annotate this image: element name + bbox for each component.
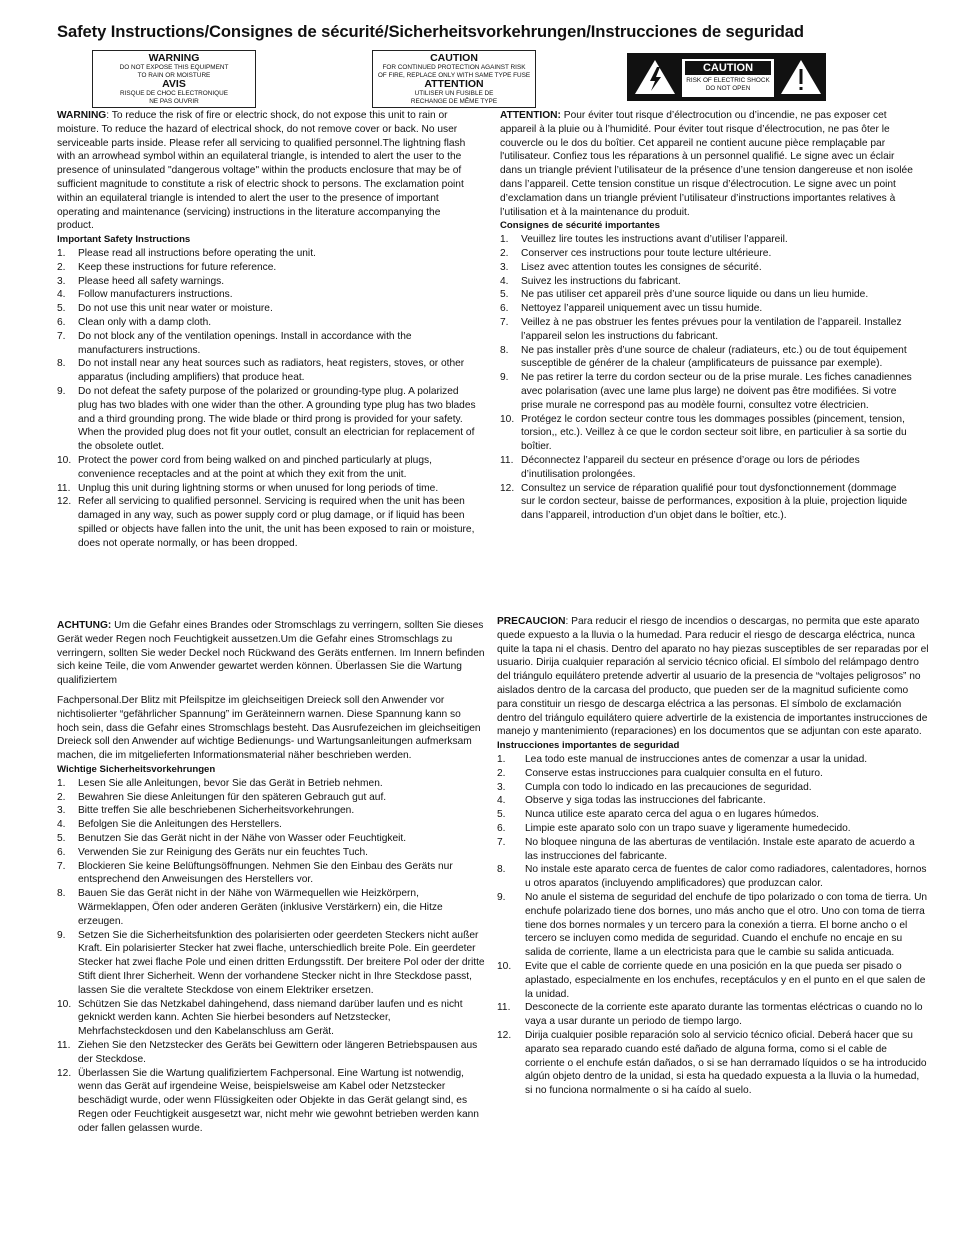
caution-label-line: FOR CONTINUED PROTECTION AGAINST RISK: [382, 64, 526, 71]
list-item-text: Verwenden Sie zur Reinigung des Geräts nur ein feuchtes Tuch.: [78, 846, 368, 858]
list-item: [57, 818, 485, 832]
spanish-heading: Instrucciones importantes de seguridad: [497, 740, 680, 752]
list-item: [500, 302, 913, 316]
list-item-text: Do not use this unit near water or moisture.: [78, 303, 273, 315]
list-item-number: 7.: [497, 836, 506, 848]
list-item-number: 7.: [500, 316, 509, 328]
list-item: [57, 495, 479, 550]
list-item-number: 2.: [57, 261, 66, 273]
german-intro-2: Fachpersonal.Der Blitz mit Pfeilspitze im gleichseitigen Dreieck soll den Anwender vor nichtisolierter “gefährlicher Spannung” im Geräteinnern warnen. Diese Spannung kann so hoch sein, dass die Gefahr eines Stromschlags besteht. Das Ausrufezeichen im gleichseitigen Dreieck soll den Anwender auf wichtige Bedienungs- und Wartungsanleitungen aufmerksam machen, die im mitgelieferten Informationsmaterial näher beschrieben werden.: [57, 694, 481, 762]
list-item: [57, 998, 485, 1039]
caution-label-head: CAUTION: [430, 52, 478, 64]
shock-caution-text: [682, 59, 774, 97]
list-item: [57, 385, 479, 454]
shock-caution-head: CAUTION: [685, 61, 771, 75]
list-item-number: 12.: [57, 1067, 72, 1079]
list-item: [497, 891, 929, 960]
list-item-number: 7.: [57, 330, 66, 342]
list-item-text: Limpie este aparato solo con un trapo suave y ligeramente humedecido.: [525, 822, 851, 834]
list-item-number: 2.: [500, 247, 509, 259]
list-item: [497, 1029, 929, 1098]
list-item: [497, 836, 929, 864]
list-item-number: 4.: [497, 795, 506, 807]
list-item: [57, 316, 479, 330]
list-item: [497, 808, 929, 822]
list-item-number: 10.: [500, 413, 515, 425]
list-item: [57, 302, 479, 316]
list-item: [57, 247, 479, 261]
caution-label-line: OF FIRE, REPLACE ONLY WITH SAME TYPE FUSE: [377, 71, 531, 79]
list-item-text: Do not install near any heat sources such as radiators, heat registers, stoves, or other apparatus (including amplifiers) that produce heat.: [78, 358, 465, 384]
list-item-text: Protégez le cordon secteur contre tous les dommages possibles (pincement, tension, torsion,, etc.). Veillez à ce que le cordon secteur soit libre, en particulier à sa sortie du boîtier.: [521, 413, 907, 453]
list-item-number: 9.: [57, 929, 66, 941]
list-item: [497, 1001, 929, 1029]
list-item: [57, 929, 485, 998]
list-item-number: 8.: [500, 344, 509, 356]
english-list: [57, 247, 479, 551]
french-intro: [500, 109, 913, 219]
list-item-text: Unplug this unit during lightning storms or when unused for long periods of time.: [78, 482, 439, 494]
list-item-number: 9.: [497, 891, 506, 903]
list-item: [500, 344, 913, 372]
list-item-text: Benutzen Sie das Gerät nicht in der Nähe von Wasser oder Feuchtigkeit.: [78, 832, 407, 844]
list-item-number: 2.: [57, 791, 66, 803]
english-intro: [57, 109, 479, 233]
list-item-text: Bauen Sie das Gerät nicht in der Nähe von Wärmequellen wie Heizkörpern, Wärmeklappen, Öfen oder anderen Geräten (inklusive Verstärkern) ein, die Hitze erzeugen.: [78, 888, 443, 927]
list-item-number: 1.: [57, 247, 66, 259]
list-item: [500, 413, 913, 454]
avis-label-line: RISQUE DE CHOC ELECTRONIQUE: [120, 90, 228, 97]
list-item-text: Conserver ces instructions pour toute lecture ultérieure.: [521, 247, 772, 259]
list-item-text: Cumpla con todo lo indicado en las precauciones de seguridad.: [525, 781, 812, 793]
list-item-number: 5.: [57, 832, 66, 844]
list-item-text: Evite que el cable de corriente quede en una posición en la que pueda ser pisado o aplastado, especialmente en los enchufes, receptáculos y en el punto en el que salen de la unidad.: [525, 960, 926, 1000]
list-item-text: Setzen Sie die Sicherheitsfunktion des polarisierten oder geerdeten Steckers nicht außer Kraft. Ein polarisierter Stecker hat zwei flache, unterschiedlich breite Pole. Ein geerdeter Stecker hat zwei flache Pole und einen dritten Erdungsstift. Der breitere Pol oder der dritte Stift dient Ihrer Sicherheit. Wenn der vorhandene Stecker nicht in Ihre Steckdose passt, lassen Sie die veraltete Steckdose von einem Elektriker ersetzen.: [78, 929, 485, 996]
list-item: [57, 832, 485, 846]
list-item: [57, 860, 485, 888]
avis-label-line: NE PAS OUVRIR: [149, 97, 199, 105]
list-item-text: Keep these instructions for future reference.: [78, 261, 277, 273]
list-item-number: 3.: [500, 261, 509, 273]
spanish-intro-text: : Para reducir el riesgo de incendios o descargas, no permita que este aparato quede expuesto a la lluvia o la humedad. Para reducir el riesgo de descarga eléctrica, nunca quite la tapa ni el chasis. Dentro del aparato no hay piezas susceptibles de ser reparadas por el usuario. Dirija cualquier reparación al servicio técnico oficial. El símbolo del relámpago dentro del triángulo equilátero pretende advertir al usuario de la presencia de “voltajes peligrosos” no aislados dentro de la carcasa del producto, que pueden ser de la magnitud suficiente como para constituir un riesgo de descarga eléctrica a las personas. El símbolo de exclamación dentro del triángulo equilátero quiere advertirle de la existencia de importantes instrucciones de manejo y mantenimiento (reparaciones) en los documentos que se adjuntan con este aparato.: [497, 616, 929, 738]
list-item-number: 4.: [57, 819, 66, 831]
shock-caution-line: DO NOT OPEN: [705, 85, 751, 92]
french-lead: ATTENTION:: [500, 110, 561, 121]
list-item-text: Ne pas utiliser cet appareil près d’une source liquide ou dans un lieu humide.: [521, 289, 869, 301]
list-item-text: Befolgen Sie die Anleitungen des Herstellers.: [78, 819, 282, 831]
warning-label-head: WARNING: [148, 52, 200, 64]
list-item-number: 4.: [57, 289, 66, 301]
list-item-text: Ne pas retirer la terre du cordon secteur ou de la prise murale. Les fiches canadiennes avec polarisation (avec une lame plus large) ne doivent pas être modifiées. Si votre prise murale ne correspond pas au modèle fourni, consultez votre électricien.: [521, 372, 912, 411]
list-item-text: Lisez avec attention toutes les consignes de sécurité.: [521, 261, 762, 273]
french-section: [500, 109, 913, 523]
list-item-number: 10.: [497, 960, 512, 972]
list-item-text: Ziehen Sie den Netzstecker des Geräts bei Gewittern oder längeren Betriebspausen aus der Steckdose.: [78, 1039, 478, 1065]
german-list: [57, 777, 485, 1136]
list-item-number: 5.: [497, 809, 506, 821]
list-item: [497, 960, 929, 1001]
spanish-section: [497, 615, 929, 1098]
spanish-list: [497, 753, 929, 1098]
list-item-text: Do not defeat the safety purpose of the polarized or grounding-type plug. A polarized plug has two blades with one wider than the other. A grounding type plug has two blades and a third grounding prong. The wide blade or third prong is provided for your safety. When the provided plug does not fit your outlet, consult an electrician for replacement of the obsolete outlet.: [78, 385, 476, 453]
list-item: [57, 804, 485, 818]
list-item: [57, 261, 479, 275]
shock-caution-line: RISK OF ELECTRIC SHOCK: [686, 77, 770, 84]
list-item-text: No instale este aparato cerca de fuentes de calor como radiadores, calentadores, hornos u otros aparatos (incluyendo amplificadores) que produzcan calor.: [525, 864, 927, 890]
list-item: [497, 822, 929, 836]
german-section: [57, 619, 485, 1135]
list-item-number: 9.: [500, 372, 509, 384]
list-item-number: 11.: [57, 1039, 71, 1051]
list-item: [57, 330, 479, 358]
list-item-text: Bitte treffen Sie alle beschriebenen Sicherheitsvorkehrungen.: [78, 805, 355, 817]
list-item-number: 1.: [57, 777, 66, 789]
list-item-text: Desconecte de la corriente este aparato durante las tormentas eléctricas o cuando no lo vaya a usar durante un periodo de tiempo largo.: [525, 1002, 923, 1028]
warning-label-line: DO NOT EXPOSE THIS EQUIPMENT: [119, 64, 229, 71]
list-item-text: Déconnectez l’appareil du secteur en présence d’orage ou lors de périodes d’inutilisation prolongées.: [521, 454, 860, 480]
list-item-number: 4.: [500, 275, 509, 287]
list-item-text: Veillez à ne pas obstruer les fentes prévues pour la ventilation de l’appareil. Installez l’appareil selon les instructions du fabricant.: [521, 316, 902, 342]
german-lead: ACHTUNG:: [57, 620, 112, 631]
attention-label-line: RECHANGE DE MÊME TYPE: [410, 97, 498, 105]
list-item-number: 6.: [500, 303, 509, 315]
german-intro-text: Um die Gefahr eines Brandes oder Stromschlags zu verringern, sollten Sie dieses Gerät weder Regen noch Feuchtigkeit aussetzen.Um die Gefahr eines Stromschlags zu verringern, sollten Sie weder Deckel noch Rückwand des Geräts entfernen. Im Innern befinden sich keine Teile, die vom Anwender gewartet werden können. Überlassen Sie die Wartung qualifiziertem: [57, 620, 485, 687]
list-item: [497, 794, 929, 808]
english-intro-text: : To reduce the risk of fire or electric shock, do not expose this unit to rain or moisture. To reduce the hazard of electrical shock, do not remove cover or back. No user serviceable parts inside. Please refer all servicing to qualified personnel.The lightning flash with an arrowhead symbol within an equilateral triangle, is intended to alert the user to the presence of uninsulated "dangerous voltage" within the products enclosure that may be of sufficient magnitude to constitute a risk of electric shock to persons. The exclamation point within an equilateral triangle is intended to alert the user to the presence of important operating and maintenance (servicing) instructions in the literature accompanying the product.: [57, 110, 466, 232]
warning-label: [92, 50, 256, 108]
list-item: [500, 482, 913, 523]
list-item-text: Blockieren Sie keine Belüftungsöffnungen. Nehmen Sie den Einbau des Geräts nur entsprechend den Anweisungen des Herstellers vor.: [78, 860, 453, 886]
list-item-text: Clean only with a damp cloth.: [78, 316, 212, 328]
list-item-number: 11.: [57, 482, 71, 494]
list-item-number: 3.: [57, 805, 66, 817]
list-item-number: 8.: [57, 358, 66, 370]
list-item-text: Conserve estas instrucciones para cualquier consulta en el futuro.: [525, 767, 823, 779]
list-item-number: 6.: [57, 316, 66, 328]
english-heading: Important Safety Instructions: [57, 234, 191, 246]
list-item-number: 8.: [57, 888, 66, 900]
list-item-number: 2.: [497, 767, 506, 779]
list-item-text: Please heed all safety warnings.: [78, 275, 225, 287]
shock-caution-label: [627, 53, 826, 101]
list-item: [57, 846, 485, 860]
french-heading: Consignes de sécurité importantes: [500, 220, 660, 232]
list-item: [57, 1067, 485, 1136]
list-item-number: 12.: [57, 496, 72, 508]
list-item-number: 8.: [497, 864, 506, 876]
list-item: [497, 781, 929, 795]
lightning-triangle-icon: [633, 58, 677, 96]
list-item-text: Refer all servicing to qualified personnel. Servicing is required when the unit has been damaged in any way, such as power supply cord or plug damage, or if liquid has been spilled or objects have fallen into the unit, the unit has been exposed to rain or moisture, does not operate normally, or has been dropped.: [78, 496, 475, 549]
list-item-text: No bloquee ninguna de las aberturas de ventilación. Instale este aparato de acuerdo a las instrucciones del fabricante.: [525, 836, 915, 862]
warning-label-line: TO RAIN OR MOISTURE: [137, 71, 211, 79]
german-heading: Wichtige Sicherheitsvorkehrungen: [57, 763, 216, 775]
list-item: [500, 371, 913, 412]
list-item: [57, 288, 479, 302]
list-item: [500, 454, 913, 482]
english-lead: WARNING: [57, 110, 107, 121]
exclamation-triangle-icon: [779, 58, 823, 96]
list-item-number: 9.: [57, 385, 66, 397]
list-item-text: No anule el sistema de seguridad del enchufe de tipo polarizado o con toma de tierra. Un enchufe polarizado tiene dos bornes, uno más ancho que el otro. Uno con toma de tierra tiene dos bornes normales y un tercero para la conexión a tierra. El borne ancho o el tercero se incluyen como medida de seguridad. Cuando el enchufe no encaje en su salida de corriente, llame a un electricista para que le cambie su salida anticuada.: [525, 891, 928, 959]
list-item: [57, 482, 479, 496]
list-item: [500, 316, 913, 344]
list-item: [57, 791, 485, 805]
list-item-text: Bewahren Sie diese Anleitungen für den späteren Gebrauch gut auf.: [78, 791, 387, 803]
list-item-text: Consultez un service de réparation qualifié pour tout dysfonctionnement (dommage sur le cordon secteur, baisse de performances, exposition à la pluie, projection liquide dans l’appareil, introduction d’un objet dans le boîtier, etc.).: [521, 482, 908, 522]
list-item: [500, 247, 913, 261]
list-item: [500, 233, 913, 247]
list-item-text: Lea todo este manual de instrucciones antes de comenzar a usar la unidad.: [525, 753, 868, 765]
list-item-text: Please read all instructions before operating the unit.: [78, 247, 316, 259]
list-item-number: 12.: [497, 1029, 512, 1041]
list-item-text: Veuillez lire toutes les instructions avant d’utiliser l’appareil.: [521, 234, 788, 246]
list-item-number: 10.: [57, 998, 72, 1010]
list-item: [57, 1039, 485, 1067]
list-item-number: 3.: [497, 781, 506, 793]
list-item-text: Überlassen Sie die Wartung qualifiziertem Fachpersonal. Eine Wartung ist notwendig, wenn das Gerät auf irgendeine Weise, beispielsweise am Kabel oder Netzstecker beschädigt wurde, oder wenn Flüssigkeiten oder Objekte in das Gerät gelangt sind, es Regen oder Feuchtigkeit ausgesetzt war, nicht mehr wie gewohnt betrieben werden kann oder fallen gelassen wurde.: [78, 1067, 479, 1134]
list-item: [497, 753, 929, 767]
french-list: [500, 233, 913, 523]
caution-fuse-label: [372, 50, 536, 108]
french-intro-text: Pour éviter tout risque d’électrocution ou d’incendie, ne pas exposer cet appareil à la pluie ou à l’humidité. Pour éviter tout risque d’électrocution, ne pas ôter le couvercle ou le dos du boîtier. Cet appareil ne contient aucune pièce remplaçable par l'utilisateur. Confiez tous les réparations à un personnel qualifié. Le signe avec un éclair dans un triangle prévient l’utilisateur de la présence d’une tension dangereuse et non isolée dans l’appareil. Cette tension constitue un risque d’électrocution. Le signe avec un point d’exclamation dans un triangle prévient l’utilisateur d’instructions importantes relatives à l’utilisation et à la maintenance du produit.: [500, 110, 913, 218]
list-item-text: Dirija cualquier posible reparación solo al servicio técnico oficial. Deberá hacer que su aparato sea reparado cuando esté dañado de alguna forma, como si el cable de corriente o el enchufe están dañados, o si se han derramado líquidos o se ha introducido algún objeto dentro de la unidad, si esta ha quedado expuesta a la lluvia o la humedad, si no funciona normalmente o si ha caído al suelo.: [525, 1029, 927, 1097]
attention-label-line: UTILISER UN FUSIBLE DE: [414, 90, 494, 97]
spanish-intro: [497, 615, 929, 739]
attention-label-head: ATTENTION: [424, 78, 484, 90]
english-section: [57, 109, 479, 551]
list-item-number: 3.: [57, 275, 66, 287]
list-item: [500, 275, 913, 289]
list-item: [57, 357, 479, 385]
list-item: [497, 863, 929, 891]
list-item-number: 7.: [57, 860, 66, 872]
list-item-number: 11.: [500, 454, 514, 466]
list-item-text: Do not block any of the ventilation openings. Install in accordance with the manufacturers instructions.: [78, 330, 412, 356]
list-item: [57, 454, 479, 482]
list-item-text: Ne pas installer près d’une source de chaleur (radiateurs, etc.) ou de tout équipement susceptible de générer de la chaleur (amplificateurs de puissance par exemple).: [521, 344, 907, 370]
list-item-text: Observe y siga todas las instrucciones del fabricante.: [525, 795, 766, 807]
list-item-text: Suivez les instructions du fabricant.: [521, 275, 681, 287]
german-intro: [57, 619, 485, 688]
list-item: [57, 275, 479, 289]
list-item: [57, 777, 485, 791]
list-item: [497, 767, 929, 781]
spanish-lead: PRECAUCION: [497, 616, 566, 627]
list-item-number: 10.: [57, 454, 72, 466]
list-item-text: Nunca utilice este aparato cerca del agua o en lugares húmedos.: [525, 809, 819, 821]
list-item-number: 1.: [497, 753, 506, 765]
list-item-number: 12.: [500, 482, 515, 494]
list-item-number: 6.: [497, 822, 506, 834]
list-item-number: 6.: [57, 846, 66, 858]
list-item-text: Nettoyez l’appareil uniquement avec un tissu humide.: [521, 303, 763, 315]
list-item-text: Protect the power cord from being walked on and pinched particularly at plugs, convenience receptacles and at the point at which they exit from the unit.: [78, 454, 432, 480]
list-item: [500, 288, 913, 302]
list-item-number: 11.: [497, 1002, 511, 1014]
avis-label-head: AVIS: [162, 78, 186, 90]
list-item-number: 1.: [500, 234, 509, 246]
list-item-text: Schützen Sie das Netzkabel dahingehend, dass niemand darüber laufen und es nicht geknickt werden kann. Achten Sie hierbei besonders auf Netzstecker, Mehrfachsteckdosen und den Kabelanschluss am Gerät.: [78, 998, 463, 1038]
list-item-text: Follow manufacturers instructions.: [78, 289, 233, 301]
list-item-number: 5.: [57, 303, 66, 315]
page-title: Safety Instructions/Consignes de sécurité/Sicherheitsvorkehrungen/Instrucciones de seguridad: [57, 22, 804, 41]
list-item-text: Lesen Sie alle Anleitungen, bevor Sie das Gerät in Betrieb nehmen.: [78, 777, 383, 789]
list-item-number: 5.: [500, 289, 509, 301]
list-item: [57, 887, 485, 928]
list-item: [500, 261, 913, 275]
